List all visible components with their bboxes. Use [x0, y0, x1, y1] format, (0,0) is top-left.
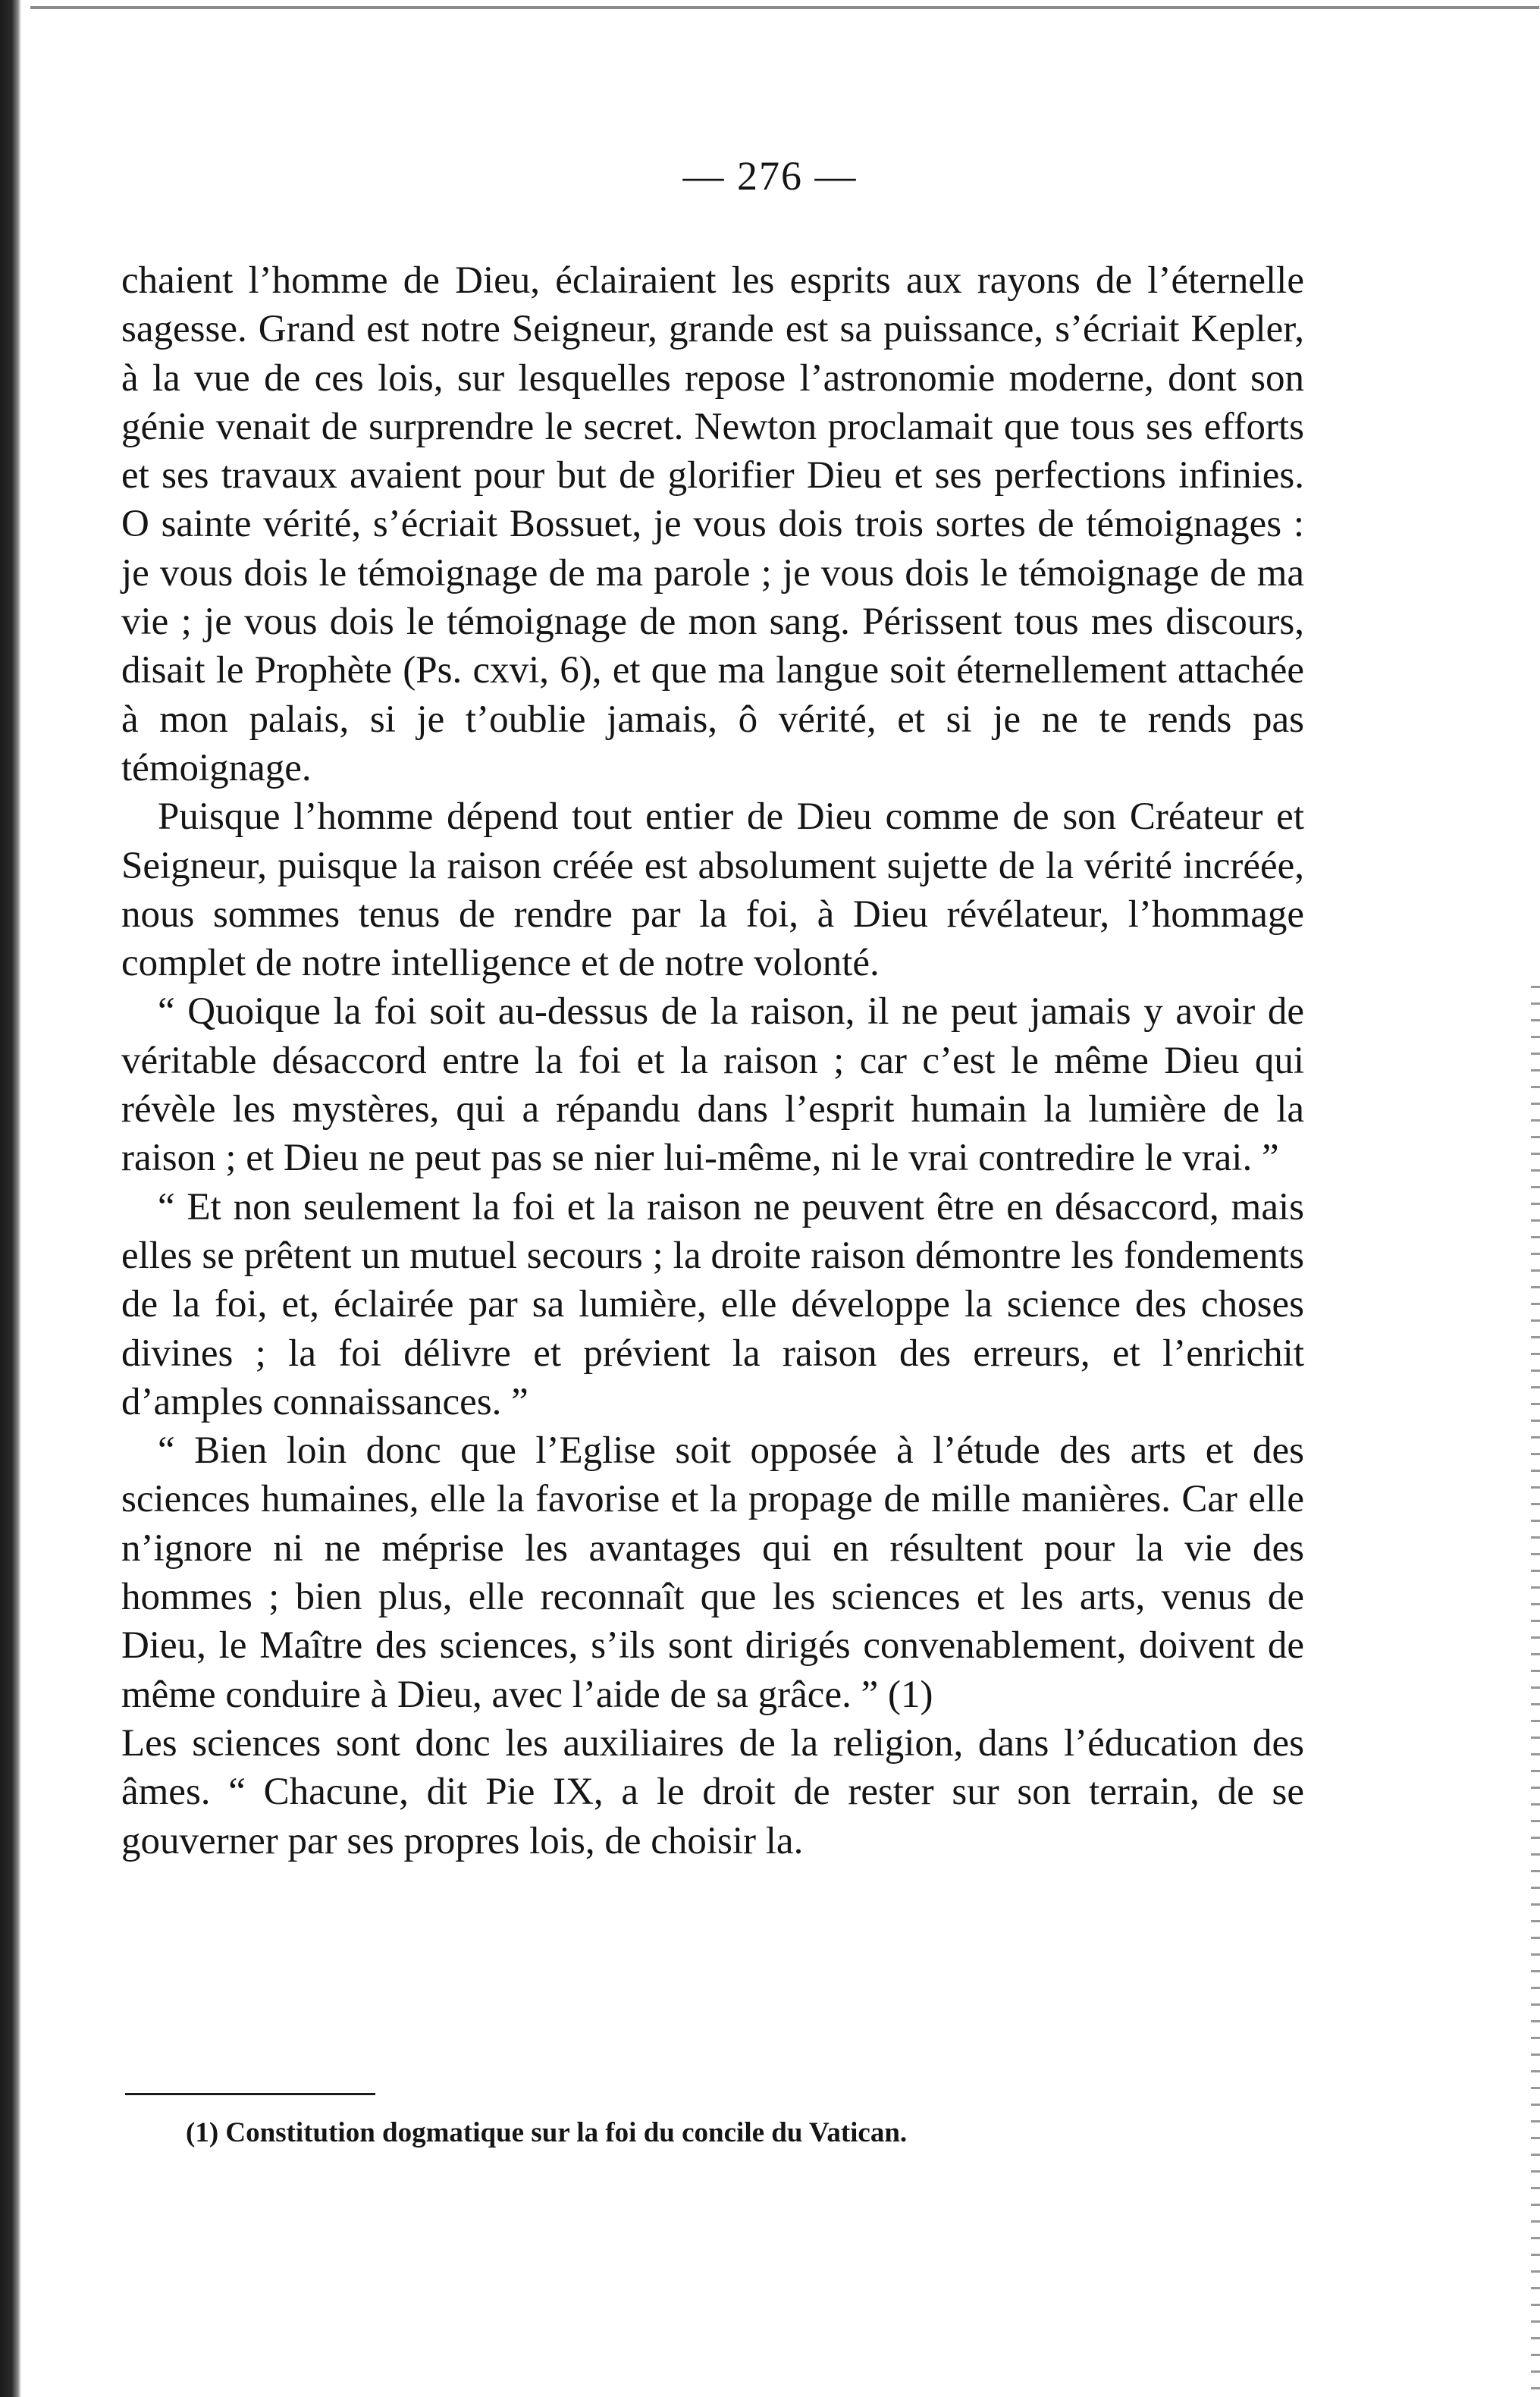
binding-shadow: [0, 0, 21, 2397]
paragraph: Puisque l’homme dépend tout entier de Dieu comme de son Créateur et Seigneur, puisque la raison créée est absolument sujette de la vérité incréée, nous sommes tenus de rendre par la foi, à Dieu révélateur, l’hommage complet de notre intelligence et de notre volonté.: [121, 795, 1304, 985]
scan-top-edge: [30, 6, 1539, 9]
page-number: — 276 —: [682, 153, 858, 199]
paragraph: Les sciences sont donc les auxiliaires de la religion, dans l’éducation des âmes. “ Chacune, dit Pie IX, a le droit de rester sur son terrain, de se gouverner par ses propres lois, de choisir la.: [121, 1721, 1304, 1862]
footnote: (1) Constitution dogmatique sur la foi du concile du Vatican.: [186, 2117, 908, 2148]
footnote-divider: [125, 2093, 375, 2095]
quoted-paragraph: “ Bien loin donc que l’Eglise soit opposée à l’étude des arts et des sciences humaines, elle la favorise et la propage de mille manières. Car elle n’ignore ni ne méprise les avantages qui en résultent pour la vie des hommes ; bien plus, elle reconnaît que les sciences et les arts, venus de Dieu, le Maître des sciences, s’ils sont dirigés convenablement, doivent de même conduire à Dieu, avec l’aide de sa grâce. ” (1): [121, 1429, 1304, 1716]
quoted-paragraph: “ Quoique la foi soit au-dessus de la raison, il ne peut jamais y avoir de véritable désaccord entre la foi et la raison ; car c’est le même Dieu qui révèle les mystères, qui a répandu dans l’esprit humain la lumière de la raison ; et Dieu ne peut pas se nier lui-même, ni le vrai contredire le vrai. ”: [121, 990, 1304, 1180]
paragraph: chaient l’homme de Dieu, éclairaient les esprits aux rayons de l’éternelle sagesse. Grand est notre Seigneur, grande est sa puissance, s’écriait Kepler, à la vue de ces lois, sur lesquelles repose l’astronomie moderne, dont son génie venait de surprendre le secret. Newton proclamait que tous ses efforts et ses travaux avaient pour but de glorifier Dieu et ses perfections infinies. O sainte vérité, s’écriait Bossuet, je vous dois trois sortes de témoignages : je vous dois le témoignage de ma parole ; je vous dois le témoignage de ma vie ; je vous dois le témoignage de mon sang. Périssent tous mes discours, disait le Prophète (Ps. cxvi, 6), et que ma langue soit éternellement attachée à mon palais, si je t’oublie jamais, ô vérité, et si je ne te rends pas témoignage.: [121, 259, 1304, 789]
scan-edge-noise: [1531, 986, 1540, 2396]
body-text: [121, 256, 1304, 1865]
quoted-paragraph: “ Et non seulement la foi et la raison ne peuvent être en désaccord, mais elles se prêtent un mutuel secours ; la droite raison démontre les fondements de la foi, et, éclairée par sa lumière, elle développe la science des choses divines ; la foi délivre et prévient la raison des erreurs, et l’enrichit d’amples connaissances. ”: [121, 1185, 1304, 1423]
